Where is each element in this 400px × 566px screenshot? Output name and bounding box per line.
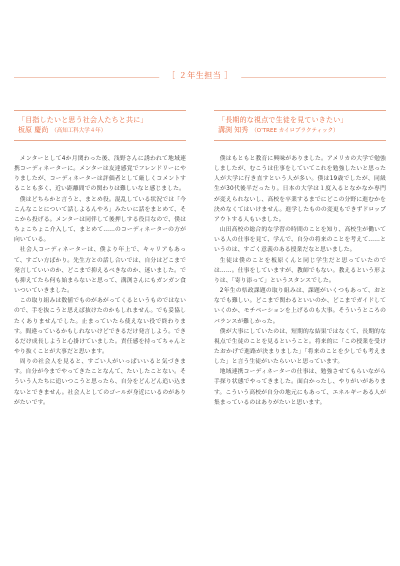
section-label: ［ ２年生担当 ］ [159,70,241,81]
left-paragraph: 周りの社会人を見ると、すごい人がいっぱいいると気づきます。自分が今までやってきたことなんて、たいしたことない。そういう人たちに追いつこうと思ったら、自分をどんどん追い込まないとできません。社会人としてのゴールが身近にいるのがありがたいです。 [14,359,186,406]
right-article-header [214,110,386,141]
left-paragraph: 僕はどちらかと言うと、まとめ役。混乱している状況では「今こんなことについて話しよるんやろ」みたいに話をまとめて、そこから投げる。メンターは同伴して後押しする役目なので、僕はちょこちょこ介入して、まとめて……のコーディネーターの方が向いている。 [14,196,186,244]
left-article-title: 「目指したいと思う社会人たちと共に」 [18,116,148,124]
right-author-line [218,125,384,136]
left-author-affiliation: （高知工科大学４年） [51,128,107,134]
right-author-affiliation: （O‛TREE カイロプラクティック） [251,128,339,134]
right-paragraph: 2年生の県政課題の取り組みは、課題がいくつもあって、おとなでも難しい。どこまで関わるといいのか、どこまでガイドしていくのか、モチベーションを上げるのも大事。そういうところのバランスが難しかった。 [214,288,386,325]
right-paragraph: 山田高校の総合的な学習の時間のことを知り、高校生が働いている人の仕事を見て、学んで、自分の将来のことを考えて……というのは、すごく意義のある授業だなと思いました。 [214,227,386,254]
right-paragraph: 僕はもともと教育に興味がありました。アメリカの大学で勉強しましたが、むこうは仕事をしていてこれを勉強したいと思った人が大学に行き直すという人が多い。僕は19歳でしたが、同級生が30代後半だったり。日本の大学は１度入るとなかなか専門が変えられないし、高校を卒業するまでにどこの分野に進むかを決めなくてはいけません。進学したものの変更もできずドロップアウトする人もいました。 [214,156,386,223]
right-paragraph: 生徒は僕のことを板原くんと同じ学生だと思っていたのでは……。仕事をしていますが、教師でもない。教えるという形よりは、「寄り添って」というスタンスでした。 [214,257,386,284]
right-article-title: 「長期的な視点で生徒を見ていきたい」 [218,116,348,124]
left-author-name: 板原 慶尚 [18,126,49,134]
right-paragraph: 地域連携コーディネーターの仕事は、勉強させてもらいながら手探り状態でやってきました。面白かったし、やりがいがあります。こういう高校が自分の地元にもあって、エネルギーある人が集まっているのはありがたいと思います。 [214,369,386,406]
left-author-line [18,125,184,136]
right-paragraph: 僕が大事にしていたのは、短期的な結果ではなくて、長期的な視点で生徒のことを見るということ。将来的に「この授業を受けたおかげで進路が決まりました」「将来のことを少しでも考えました」と言う生徒がいたらいいと思っています。 [214,328,386,366]
right-author-name: 溝渕 知秀 [218,126,249,134]
right-article [214,110,386,408]
left-paragraph: この取り組みは数値でものがあがってくるというものではないので、手を抜こうと思えば抜けたのかもしれません。でも妥協したくありませんでした。止まっていたら使えない役で終わります。間違っているかもしれないけどできるだけ発言しよう。できるだけ成長しようと心掛けていました。責任感を持ってちゃんとやり抜くことが大事だと思います。 [14,298,186,355]
right-article-body [214,154,386,408]
left-article [14,110,186,408]
left-paragraph: メンターとして4か月関わった後、浅野さんに誘われて地域連携コーディネーターに。メンターは友達感覚でフレンドリーにやりましたが、コーディネーターは評価者として厳しくコメントすることも多く、近い距離間での関わりは難しいなと感じました。 [14,156,186,193]
left-article-body [14,154,186,408]
left-article-header [14,110,186,141]
left-paragraph: 社会人コーディネーターは、僕より年上で、キャリアもあって、すごい方ばかり。先生方との話し合いでは、自分はどこまで発言していいのか、どこまで抑えるべきなのか、迷いました。でも抑えてたら何も始まらないと思って、溝渕さんにもガンガン食いついていきました。 [14,247,186,295]
